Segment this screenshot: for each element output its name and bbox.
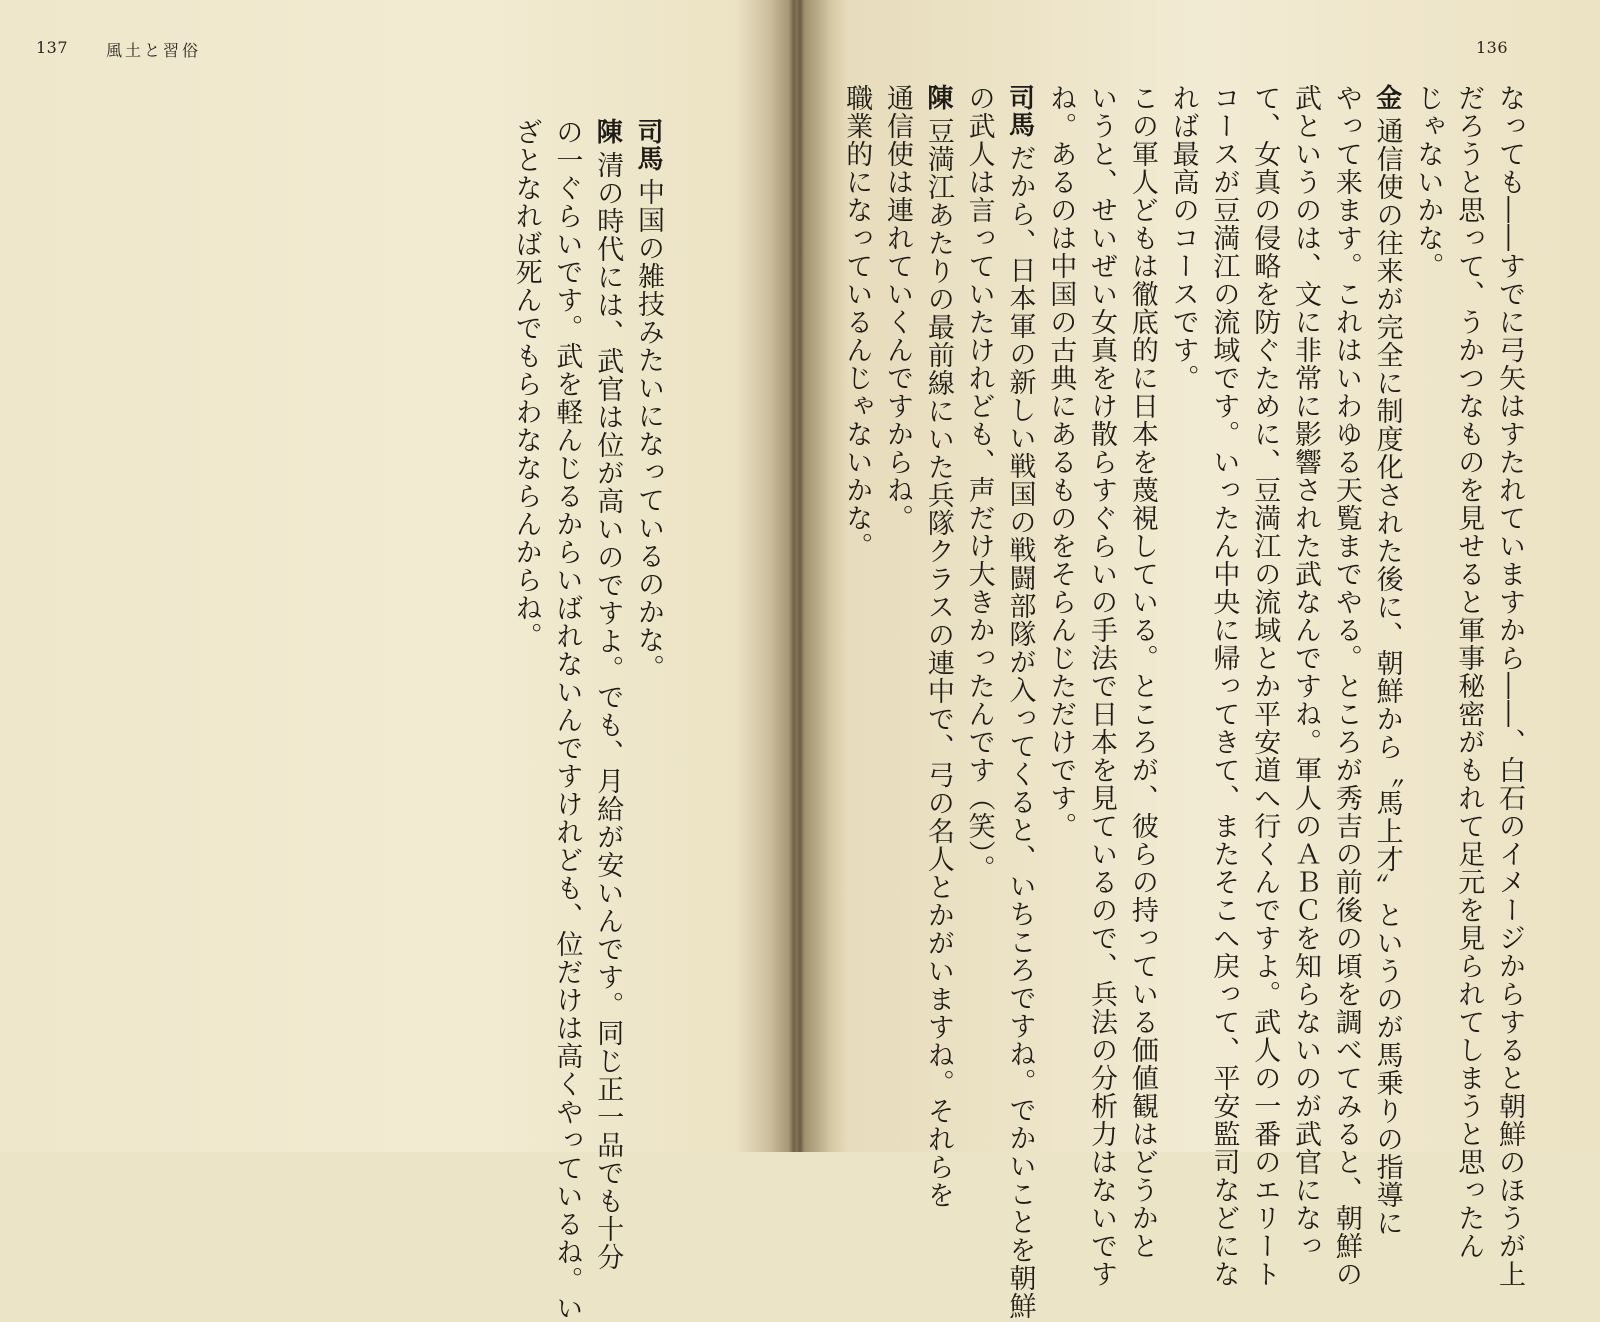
line-text: れば最高のコースです。: [1167, 84, 1199, 392]
text-line: [1325, 84, 1366, 1288]
text-line: [1447, 84, 1488, 1260]
line-text: ね。あるのは中国の古典にあるものをそらんじただけです。: [1045, 84, 1077, 840]
text-line: [1243, 84, 1284, 1288]
line-text: 通信使の往来が完全に制度化された後に、朝鮮から〝馬上才〟というのが馬乗りの指導に: [1371, 117, 1403, 1237]
text-line: [1407, 84, 1448, 1124]
right-page: [805, 0, 1600, 1320]
line-text: 職業的になっているんじゃないかな。: [841, 84, 873, 560]
text-line: [505, 118, 546, 1038]
text-line: [1488, 84, 1529, 1288]
text-line: [999, 84, 1040, 1320]
line-text: だから、日本軍の新しい戦国の戦闘部隊が入ってくると、いちころですね。でかいことを朝鮮: [1004, 144, 1036, 1320]
left-page: [0, 0, 790, 1322]
text-line: [835, 84, 876, 1124]
speaker-label: 司馬: [633, 118, 663, 172]
left-body-text: [510, 118, 668, 1322]
line-text: て、女真の侵略を防ぐために、豆満江の流域とか平安道へ行くんですよ。武人の一番のエリート: [1249, 84, 1281, 1288]
speaker-label: 陳: [592, 118, 623, 145]
line-text: ざとなれば死んでもらわなならんからね。: [510, 118, 542, 650]
text-line: [546, 118, 587, 1322]
text-line: [586, 118, 627, 1271]
line-text: じゃないかな。: [1412, 84, 1444, 280]
speaker-label: 金: [1371, 84, 1402, 111]
text-line: [1039, 84, 1080, 1124]
line-text: 通信使は連れていくんですからね。: [882, 84, 914, 532]
page-number-right: 136: [1475, 38, 1508, 57]
line-text: の武人は言っていたけれども、声だけ大きかったんです（笑）。: [963, 84, 995, 883]
page-number-left: 137: [36, 38, 69, 57]
line-text: この軍人どもは徹底的に日本を蔑視している。ところが、彼らの持っている価値観はどうかと: [1126, 84, 1158, 1260]
running-title: 風土と習俗: [106, 41, 202, 60]
line-text: だろうと思って、うかつなものを見せると軍事秘密がもれて足元を見られてしまうと思ったん: [1453, 84, 1485, 1260]
line-text: やって来ます。これはいわゆる天覧までやる。ところが秀吉の前後の頃を調べてみると、朝鮮の: [1330, 84, 1362, 1288]
text-line: [1203, 84, 1244, 1288]
text-line: [1121, 84, 1162, 1260]
line-text: コースが豆満江の流域です。いったん中央に帰ってきて、またそこへ戻って、平安監司などにな: [1208, 84, 1240, 1288]
line-text: なっても――すでに弓矢はすたれていますから――、白石のイメージからすると朝鮮のほうが上: [1494, 84, 1525, 1288]
speaker-label: 司馬: [1004, 84, 1035, 138]
line-text: 中国の雑技みたいになっているのかな。: [633, 178, 664, 682]
text-line: [1080, 84, 1121, 1288]
line-text: 武というのは、文に非常に影響された武なんですね。軍人のＡＢＣを知らないのが武官になっ: [1290, 84, 1322, 1260]
text-line: [958, 84, 999, 1124]
line-text: 清の時代には、武官は位が高いのですよ。でも、月給が安いんです。同じ正一品でも十分: [592, 151, 624, 1271]
text-line: [1366, 84, 1407, 1237]
text-line: [627, 118, 668, 1038]
speaker-label: 陳: [922, 84, 953, 111]
right-body-text: [841, 84, 1529, 1320]
line-text: いうと、せいぜい女真をけ散らすぐらいの手法で日本を見ているので、兵法の分析力はないです: [1086, 84, 1118, 1288]
text-line: [1162, 84, 1203, 1124]
line-text: 豆満江あたりの最前線にいた兵隊クラスの連中で、弓の名人とかがいますね。それらを: [922, 117, 954, 1209]
text-line: [1284, 84, 1325, 1260]
text-line: [876, 84, 917, 1124]
text-line: [917, 84, 958, 1209]
line-text: の一ぐらいです。武を軽んじるからいばれないんですけれども、位だけは高くやっているね。い: [551, 118, 583, 1322]
